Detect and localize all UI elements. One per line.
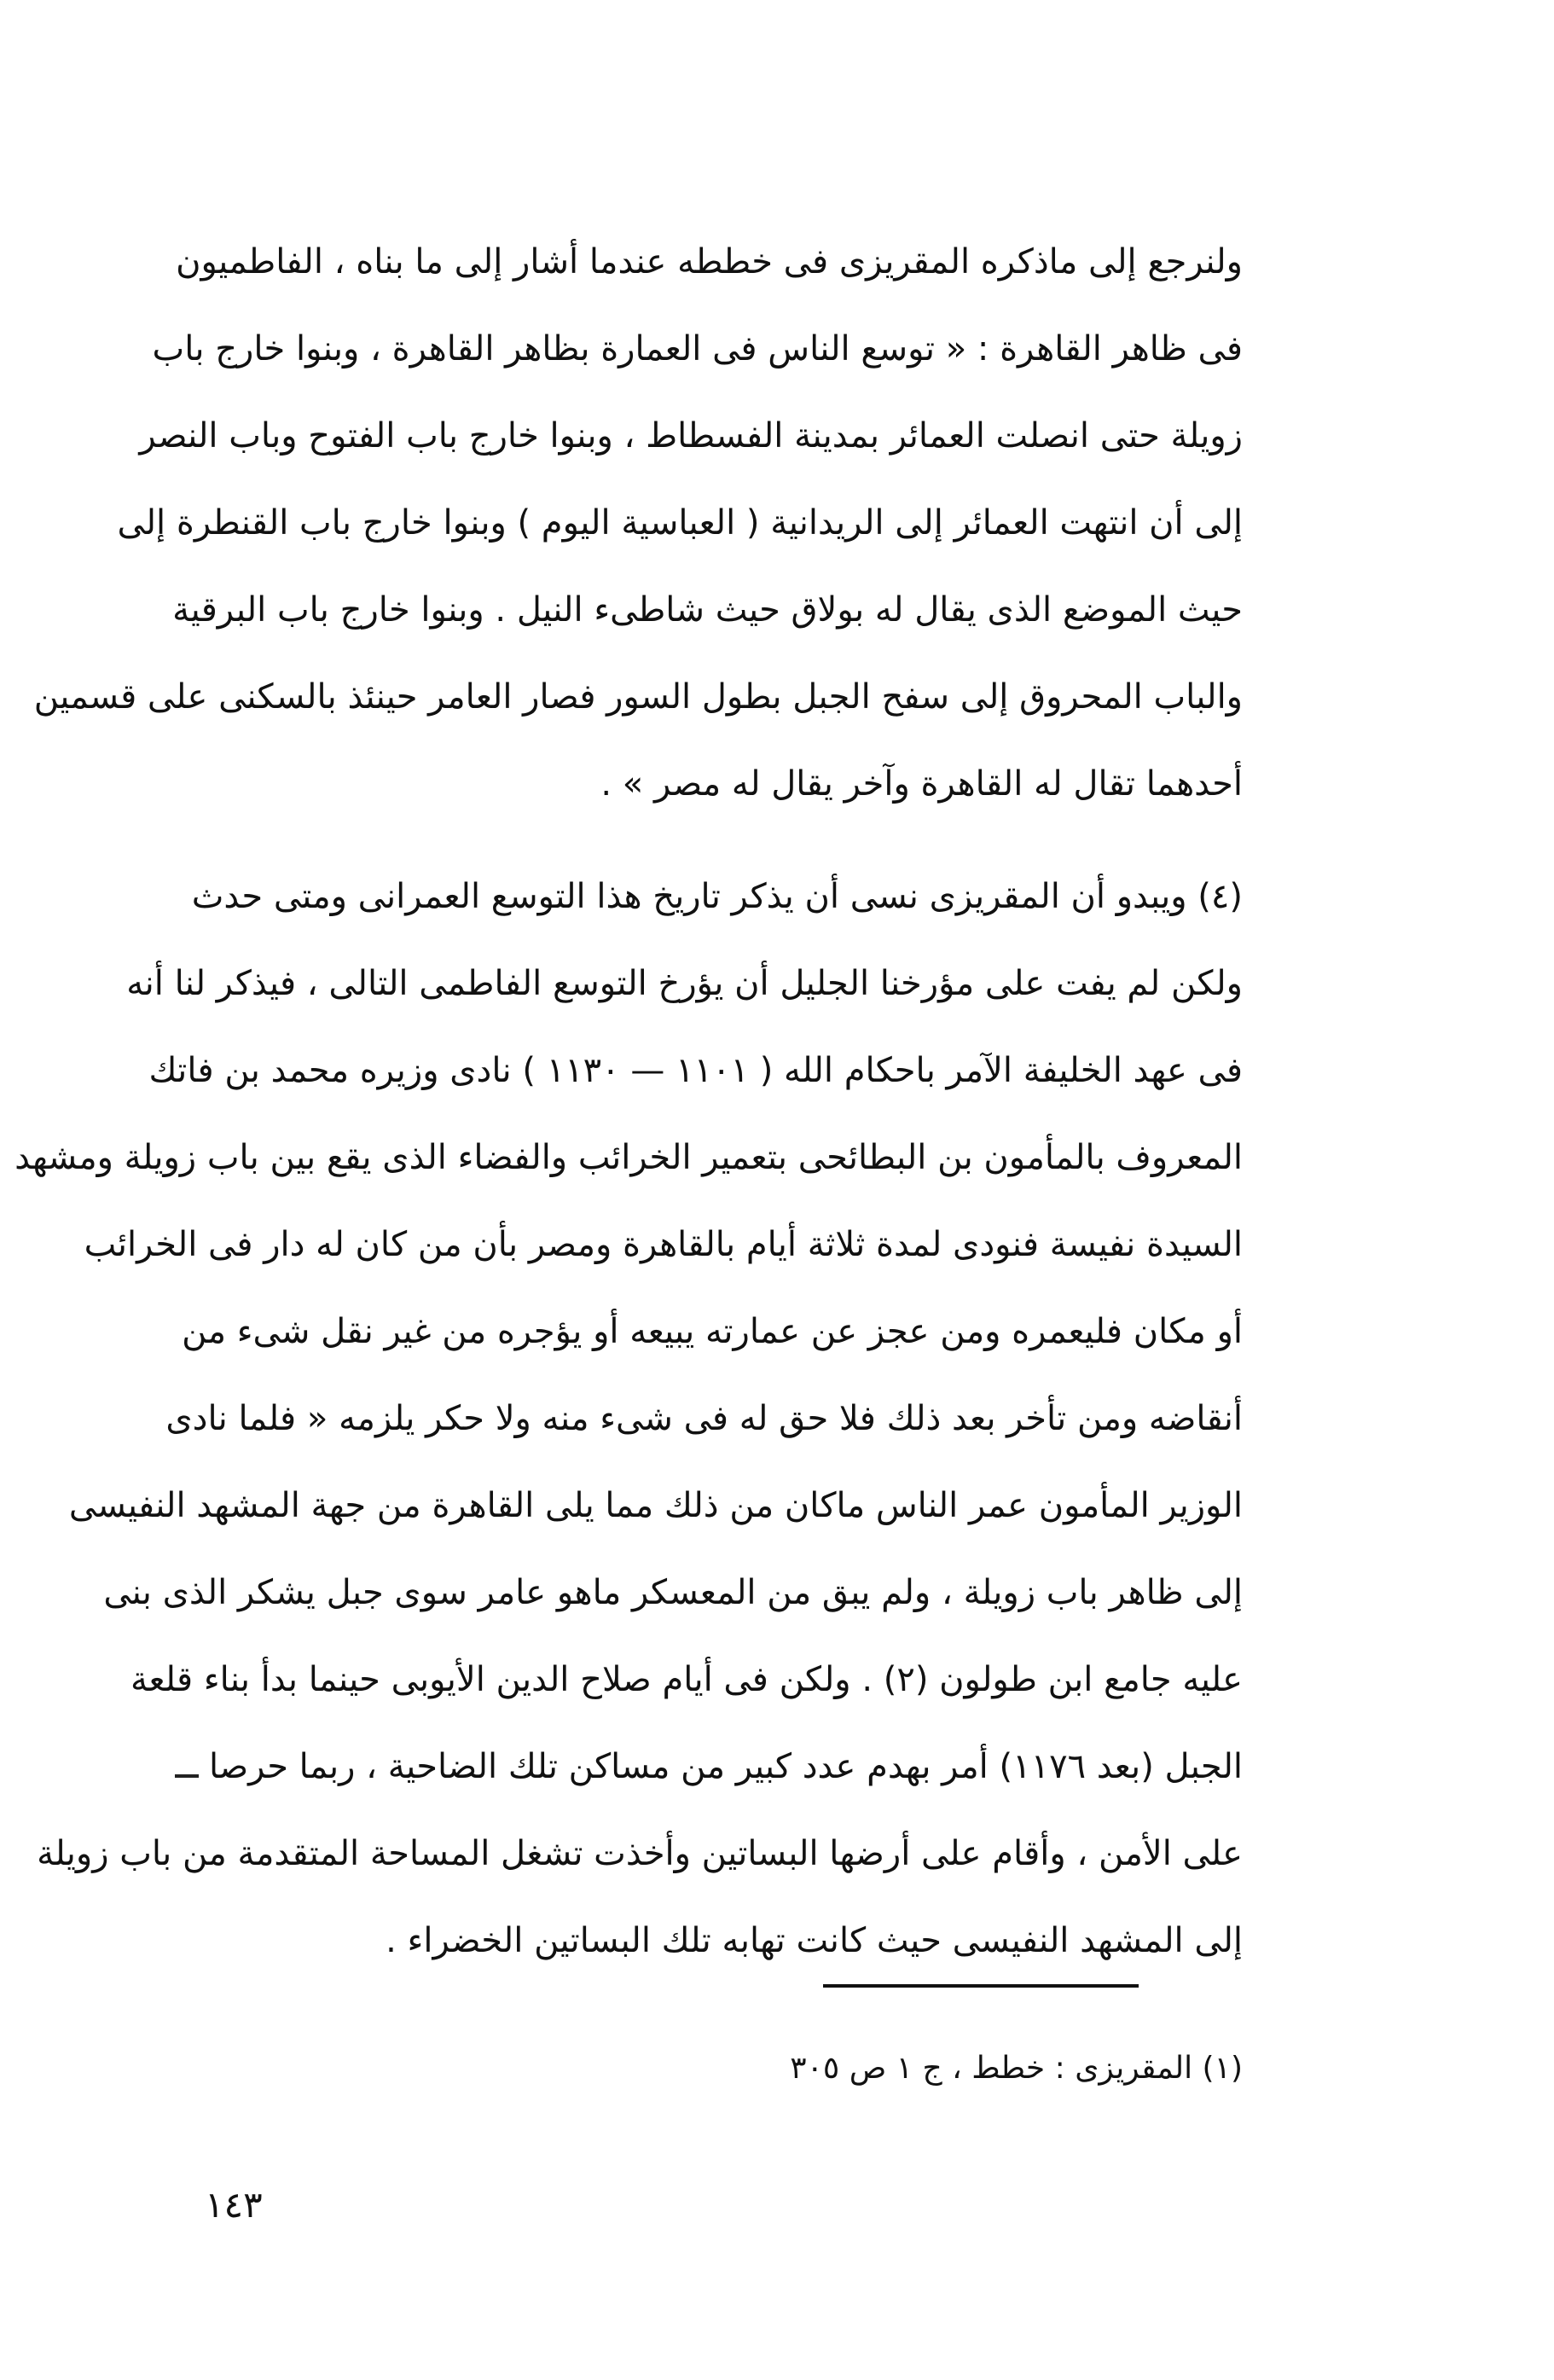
text-line: أحدهما تقال له القاهرة وآخر يقال له مصر » . xyxy=(600,764,1243,804)
paragraph-1 xyxy=(33,218,1243,827)
text-line: زويلة حتى انصلت العمائر بمدينة الفسطاط ، وبنوا خارج باب الفتوح وباب النصر xyxy=(139,416,1243,456)
text-line: (٤) ويبدو أن المقريزى نسى أن يذكر تاريخ هذا التوسع العمرانى ومتى حدث xyxy=(191,877,1243,916)
page-number: ١٤٣ xyxy=(205,2184,263,2226)
text-line: إلى ظاهر باب زويلة ، ولم يبق من المعسكر ماهو عامر سوى جبل يشكر الذى بنى xyxy=(103,1573,1243,1612)
text-line: الجبل (بعد ١١٧٦) أمر بهدم عدد كبير من مساكن تلك الضاحية ، ربما حرصا xyxy=(208,1747,1243,1786)
text-line: أنقاضه ومن تأخر بعد ذلك فلا حق له فى شىء منه ولا حكر يلزمه « فلما نادى xyxy=(165,1399,1243,1438)
scan-artifact-mark xyxy=(175,1774,199,1778)
text-line: فى ظاهر القاهرة : « توسع الناس فى العمارة بظاهر القاهرة ، وبنوا خارج باب xyxy=(152,329,1243,369)
text-line: على الأمن ، وأقام على أرضها البساتين وأخذت تشغل المساحة المتقدمة من باب زويلة xyxy=(37,1834,1243,1873)
text-line: إلى أن انتهت العمائر إلى الريدانية ( العباسية اليوم ) وبنوا خارج باب القنطرة إلى xyxy=(117,503,1243,543)
text-line: إلى المشهد النفيسى حيث كانت تهابه تلك البساتين الخضراء . xyxy=(386,1921,1243,1960)
text-line: عليه جامع ابن طولون (٢) . ولكن فى أيام صلاح الدين الأيوبى حينما بدأ بناء قلعة xyxy=(130,1660,1243,1699)
text-line: المعروف بالمأمون بن البطائحى بتعمير الخرائب والفضاء الذى يقع بين باب زويلة ومشهد xyxy=(14,1138,1243,1177)
text-line: حيث الموضع الذى يقال له بولاق حيث شاطىء النيل . وبنوا خارج باب البرقية xyxy=(172,590,1243,630)
text-line: أو مكان فليعمره ومن عجز عن عمارته يبيعه أو يؤجره من غير نقل شىء من xyxy=(182,1312,1243,1351)
text-line: فى عهد الخليفة الآمر باحكام الله ( ١١٠١ — ١١٣٠ ) نادى وزيره محمد بن فاتك xyxy=(148,1051,1243,1090)
text-line: ولنرجع إلى ماذكره المقريزى فى خططه عندما أشار إلى ما بناه ، الفاطميون xyxy=(176,242,1243,282)
text-line: ولكن لم يفت على مؤرخنا الجليل أن يؤرخ التوسع الفاطمى التالى ، فيذكر لنا أنه xyxy=(126,964,1243,1003)
text-line: السيدة نفيسة فنودى لمدة ثلاثة أيام بالقاهرة ومصر بأن من كان له دار فى الخرائب xyxy=(84,1225,1243,1264)
text-line: والباب المحروق إلى سفح الجبل بطول السور فصار العامر حينئذ بالسكنى على قسمين xyxy=(33,677,1243,717)
text-line: الوزير المأمون عمر الناس ماكان من ذلك مما يلى القاهرة من جهة المشهد النفيسى xyxy=(68,1486,1243,1525)
paragraph-2 xyxy=(14,853,1243,1984)
footnote: (١) المقريزى : خطط ، ج ١ ص ٣٠٥ xyxy=(790,2051,1243,2086)
footnote-divider xyxy=(823,1984,1139,1988)
